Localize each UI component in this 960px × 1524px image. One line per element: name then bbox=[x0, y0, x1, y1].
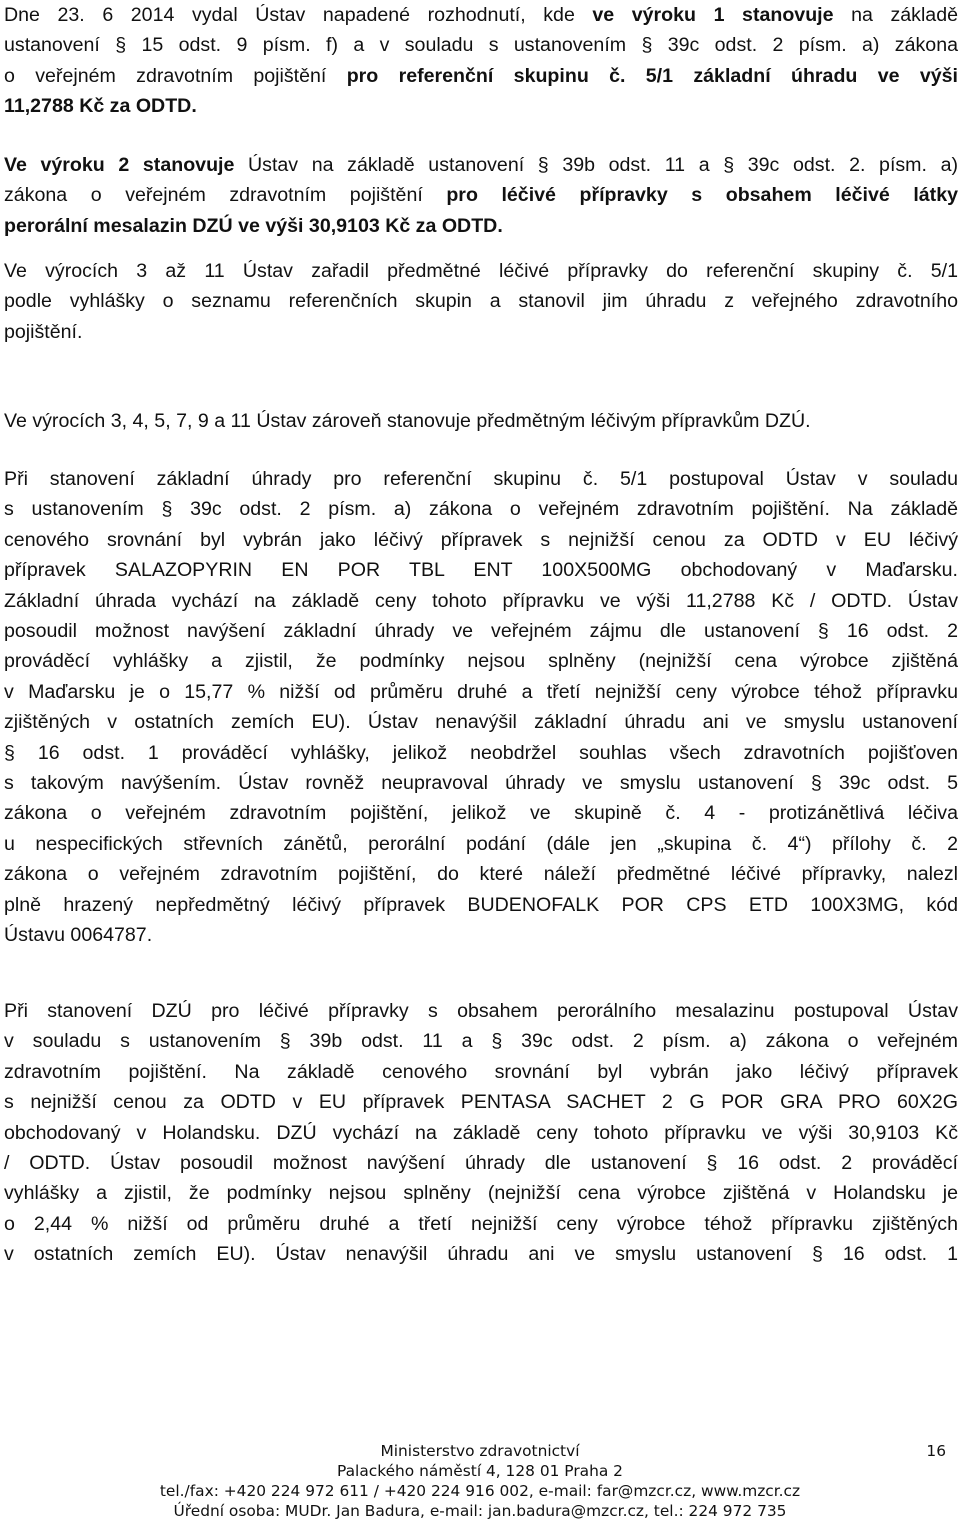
footer-ministry: Ministerstvo zdravotnictví bbox=[380, 1442, 580, 1460]
bold-text: pro referenční skupinu č. 5/1 základní úhradu ve výši bbox=[346, 64, 958, 87]
text-line: s takovým navýšením. Ústav rovněž neupravoval úhrady ve smyslu ustanovení § 39c odst. 5 bbox=[4, 772, 958, 795]
bold-text: ve výroku 1 stanovuje bbox=[592, 4, 834, 26]
text-line: s nejnižší cenou za ODTD v EU přípravek PENTASA SACHET 2 G POR GRA PRO 60X2G bbox=[4, 1091, 958, 1114]
text-line: u nespecifických střevních zánětů, perorální podání (dále jen „skupina č. 4“) přílohy č. 2 bbox=[4, 832, 958, 855]
text-line: zákona o veřejném zdravotním pojištění, do které náleží předmětné léčivé přípravky, nalezl bbox=[4, 863, 958, 886]
text-line: plně hrazený nepředmětný léčivý přípravek BUDENOFALK POR CPS ETD 100X3MG, kód bbox=[4, 893, 958, 916]
text-line: Základní úhrada vychází na základě ceny tohoto přípravku ve výši 11,2788 Kč / ODTD. Ústav bbox=[4, 589, 958, 612]
text-line: Při stanovení DZÚ pro léčivé přípravky s obsahem perorálního mesalazinu postupoval Ústav bbox=[4, 1000, 958, 1022]
paragraph bbox=[4, 406, 958, 436]
text-line: o 2,44 % nižší od průměru druhé a třetí nejnižší ceny výrobce téhož přípravku zjištěných bbox=[4, 1212, 958, 1235]
text-line: zákona o veřejném zdravotním pojištění, jelikož ve skupině č. 4 - protizánětlivá léčiva bbox=[4, 802, 958, 825]
text-line: v souladu s ustanovením § 39b odst. 11 a § 39c odst. 2 písm. a) zákona o veřejném bbox=[4, 1030, 958, 1053]
text-line: posoudil možnost navýšení základní úhrady ve veřejném zájmu dle ustanovení § 16 odst. 2 bbox=[4, 620, 958, 643]
text-line: prováděcí vyhlášky a zjistil, že podmínky nejsou splněny (nejnižší cena výrobce zjištěná bbox=[4, 650, 958, 673]
footer-official: Úřední osoba: MUDr. Jan Badura, e-mail: jan.badura@mzcr.cz, tel.: 224 972 735 bbox=[173, 1502, 787, 1520]
paragraph bbox=[4, 0, 958, 122]
text-line: s ustanovením § 39c odst. 2 písm. a) zákona o veřejném zdravotním pojištění. Na základě bbox=[4, 498, 958, 521]
text-line: Dne 23. 6 2014 vydal Ústav napadené rozhodnutí, kde ve výroku 1 stanovuje na základě bbox=[4, 4, 958, 26]
paragraph bbox=[4, 996, 958, 1270]
text-line: ustanovení § 15 odst. 9 písm. f) a v souladu s ustanovením § 39c odst. 2 písm. a) zákona bbox=[4, 34, 958, 57]
bold-text: perorální mesalazin DZÚ ve výši 30,9103 Kč za ODTD. bbox=[4, 214, 503, 237]
text-line: přípravek SALAZOPYRIN EN POR TBL ENT 100X500MG obchodovaný v Maďarsku. bbox=[4, 559, 958, 582]
bold-text: 11,2788 Kč za ODTD. bbox=[4, 95, 197, 118]
text-line: Ve výroku 2 stanovuje Ústav na základě ustanovení § 39b odst. 11 a § 39c odst. 2. písm. a) bbox=[4, 154, 958, 176]
text-line: v ostatních zemích EU). Ústav nenavýšil úhradu ani ve smyslu ustanovení § 16 odst. 1 bbox=[4, 1243, 958, 1266]
bold-text: Ve výroku 2 stanovuje bbox=[4, 154, 235, 176]
text-line: Ve výrocích 3, 4, 5, 7, 9 a 11 Ústav zároveň stanovuje předmětným léčivým přípravkům DZÚ. bbox=[4, 410, 811, 432]
text-line: v Maďarsku je o 15,77 % nižší od průměru druhé a třetí nejnižší ceny výrobce téhož přípravku bbox=[4, 680, 958, 703]
text-line: cenového srovnání byl vybrán jako léčivý přípravek s nejnižší cenou za ODTD v EU léčivý bbox=[4, 528, 958, 551]
paragraph bbox=[4, 464, 958, 951]
page-footer bbox=[0, 1442, 960, 1524]
text-line: podle vyhlášky o seznamu referenčních skupin a stanovil jim úhradu z veřejného zdravotního bbox=[4, 290, 958, 313]
text-line: Při stanovení základní úhrady pro referenční skupinu č. 5/1 postupoval Ústav v souladu bbox=[4, 468, 958, 490]
text-line: Ve výrocích 3 až 11 Ústav zařadil předmětné léčivé přípravky do referenční skupiny č. 5/1 bbox=[4, 260, 958, 282]
text-line: obchodovaný v Holandsku. DZÚ vychází na základě ceny tohoto přípravku ve výši 30,9103 Kč bbox=[4, 1121, 958, 1144]
text-line: zákona o veřejném zdravotním pojištění pro léčivé přípravky s obsahem léčivé látky bbox=[4, 184, 958, 207]
text-line: vyhlášky a zjistil, že podmínky nejsou splněny (nejnižší cena výrobce zjištěná v Holandsku je bbox=[4, 1182, 958, 1205]
paragraph bbox=[4, 256, 958, 347]
text-line: pojištění. bbox=[4, 320, 83, 343]
footer-address: Palackého náměstí 4, 128 01 Praha 2 bbox=[337, 1462, 623, 1480]
text-line: Ústavu 0064787. bbox=[4, 924, 153, 947]
text-line bbox=[4, 91, 958, 121]
paragraph bbox=[4, 150, 958, 241]
text-line: § 16 odst. 1 prováděcí vyhlášky, jelikož neobdržel souhlas všech zdravotních pojišťoven bbox=[4, 741, 958, 764]
footer-contacts: tel./fax: +420 224 972 611 / +420 224 916 002, e-mail: far@mzcr.cz, www.mzcr.cz bbox=[159, 1482, 801, 1500]
text-line: o veřejném zdravotním pojištění pro referenční skupinu č. 5/1 základní úhradu ve výši bbox=[4, 64, 958, 87]
text-line bbox=[4, 211, 958, 241]
text-line: / ODTD. Ústav posoudil možnost navýšení úhrady dle ustanovení § 16 odst. 2 prováděcí bbox=[4, 1152, 958, 1175]
text-line: zjištěných v ostatních zemích EU). Ústav nenavýšil základní úhradu ani ve smyslu ustanovení bbox=[4, 711, 958, 734]
page-number: 16 bbox=[926, 1442, 946, 1460]
bold-text: pro léčivé přípravky s obsahem léčivé látky bbox=[446, 184, 958, 207]
text-line: zdravotním pojištění. Na základě cenového srovnání byl vybrán jako léčivý přípravek bbox=[4, 1060, 958, 1083]
